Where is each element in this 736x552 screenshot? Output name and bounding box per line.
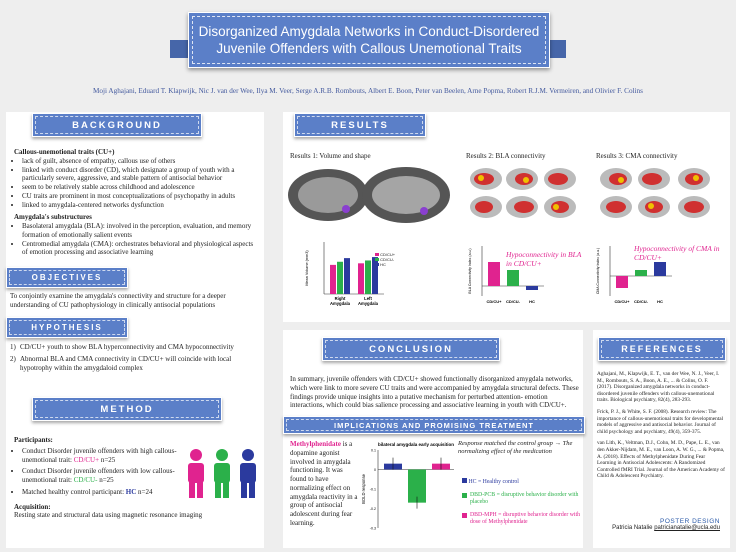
implications-header	[283, 416, 585, 434]
bar	[616, 276, 628, 288]
tick-label: CD/CU+	[486, 299, 502, 304]
designer-name: Patricia Natalie	[612, 525, 655, 531]
author-list: Moji Aghajani, Eduard T. Klapwijk, Nic J. van der Wee, Ilya M. Veer, Serge A.R.B. Rombouts, Albert E. Boon, Peter van Beelen, Arne Popma, Robert R.J.M. Vermeiren, and Olivier F. Colins	[93, 87, 643, 95]
y-axis-label: Mean Volume (mm3)	[305, 250, 309, 286]
drug-name: Methylphenidate	[290, 440, 341, 448]
bar	[654, 262, 666, 276]
tick-label: -0.1	[369, 487, 376, 492]
tick-label: -0.2	[369, 507, 376, 511]
references-header-text: REFERENCES	[621, 344, 703, 354]
conclusion-header-text: CONCLUSION	[369, 343, 453, 355]
background-section	[14, 148, 258, 257]
cu-plus-tag: CD/CU+	[73, 455, 100, 464]
legend-item: DBD-MPH = disruptive behavior disorder with dose of Methylphenidate	[462, 512, 582, 526]
list-item: 1) CD/CU+ youth to show BLA hyperconnectivity and CMA hypoconnectivity	[10, 343, 234, 351]
conclusion-header	[322, 337, 500, 361]
list-item: • seem to be relatively stable across childhood and adolescence	[22, 183, 258, 192]
amygdala-list	[14, 222, 258, 257]
bla-note: Hypoconnectivity in BLA in CD/CU+	[506, 250, 582, 268]
cma-connectivity-brain-image	[596, 163, 720, 233]
cu-heading: Callous-unemotional traits (CU+)	[14, 148, 115, 156]
mph-legend	[462, 478, 582, 526]
list-item: 2) Abnormal BLA and CMA connectivity in CD/CU+ will coincide with local hypotrophy within the amygdaloid complex	[10, 354, 232, 372]
results-1-title: Results 1: Volume and shape	[290, 152, 371, 160]
tick-label: -0.3	[369, 526, 376, 531]
tick-label: Amygdala	[357, 301, 379, 306]
designer-line	[600, 525, 720, 531]
participants-label: Participants:	[14, 436, 53, 444]
results-2-title: Results 2: BLA connectivity	[466, 152, 546, 160]
poster-design-credit	[600, 518, 720, 531]
tick-label: 0.1	[371, 448, 376, 453]
list-item: • Centromedial amygdala (CMA): orchestrates behavioral and physiological aspects of emotion processing and associative learning	[22, 240, 258, 258]
poster-title	[188, 12, 550, 68]
list-item: • Matched healthy control participant: HC n=24	[22, 488, 184, 497]
participants-list	[14, 447, 184, 497]
y-axis-label: BLA Connectivity Index (a.u.)	[468, 248, 472, 294]
hc-tag: HC	[125, 487, 137, 496]
mph-bold-response-chart	[360, 440, 460, 538]
design-label: POSTER DESIGN	[660, 518, 720, 525]
cu-list	[14, 157, 258, 210]
objectives-header	[6, 267, 128, 288]
hypothesis-list	[10, 343, 260, 372]
reference-item: van Lith, K., Veltman, D.J., Cohn, M. D., Pape, L. E., van den Akker-Nijdam, M. E., van Loon, A. W. G., ... & Popma, A. (2018). Effects of Methylphenidate During Fear Learning in Antisocial Adolescents: A Randomized Controlled fMRI Trial. Journal of the American Academy of Child & Adolescent Psychiatry.	[597, 440, 725, 480]
tick-label: CD/CU+	[614, 299, 630, 304]
list-item: • linked with conduct disorder (CD), which designate a group of youth with a particularly severe, aggressive, and stable pattern of antisocial behavior	[22, 166, 258, 184]
tick-label: HC	[657, 299, 663, 304]
tick-label: 0	[374, 468, 376, 472]
tick-label: HC	[529, 299, 535, 304]
bla-connectivity-brain-image	[466, 163, 586, 233]
bar	[337, 262, 343, 294]
list-item: • lack of guilt, absence of empathy, callous use of others	[22, 157, 258, 166]
legend-item: DBD-PCB = disruptive behavior disorder with placebo	[462, 492, 582, 506]
acquisition-label: Acquisition:	[14, 502, 51, 511]
y-axis-label: BOLD response	[361, 474, 366, 504]
title-line-1: Disorganized Amygdala Networks in Conduct-Disordered	[198, 24, 540, 39]
title-line-2: Juvenile Offenders with Callous Unemotional Traits	[216, 41, 522, 56]
objectives-header-text: OBJECTIVES	[31, 273, 103, 282]
person-icon-cu-minus	[214, 449, 230, 498]
background-header-text: BACKGROUND	[72, 119, 162, 131]
tick-label: CD/CU-	[634, 299, 648, 304]
cma-note: Hypoconnectivity of CMA in CD/CU+	[634, 244, 720, 262]
list-item: • linked to amygdala-centered networks dysfunction	[22, 201, 258, 210]
results-header	[294, 113, 426, 137]
list-item: • Conduct Disorder juvenile offenders with high callous-unemotional trait: CD/CU+ n=25	[22, 447, 184, 465]
acquisition-text: Resting state and structural data using magnetic resonance imaging	[14, 511, 203, 520]
legend-cu-minus: CD/CU-	[380, 257, 395, 262]
implications-text	[290, 440, 358, 528]
implications-header-text: IMPLICATIONS AND PROMISING TREATMENT	[333, 420, 535, 430]
y-axis-label: CMA Connectivity Index (a.u.)	[596, 247, 600, 295]
objectives-text: To conjointly examine the amygdala's connectivity and structure for a deeper understanding of CU pathophysiology in clinically antisocial populations	[10, 292, 226, 309]
bar	[507, 270, 519, 286]
list-item: • Conduct Disorder juvenile offenders with low callous-unemotional trait: CD/CU- n=25	[22, 467, 184, 485]
hypothesis-header	[6, 317, 128, 338]
results-3-title: Results 3: CMA connectivity	[596, 152, 678, 160]
hypothesis-header-text: HYPOTHESIS	[31, 323, 103, 332]
method-header	[32, 397, 222, 421]
participant-people-icon	[184, 448, 264, 500]
method-header-text: METHOD	[100, 403, 154, 415]
tick-label: Amygdala	[329, 301, 351, 306]
reference-item: Aghajani, M., Klapwijk, E. T., van der Wee, N. J., Veer, I. M., Rombouts, S. A., Boon, A. E., ... & Colins, O. F. (2017). Disorganized amygdala networks in conduct-disordered juvenile offenders with callous-unemotional traits. Biological psychiatry, 82(4), 283-293.	[597, 371, 720, 404]
bar	[488, 262, 500, 286]
bar	[344, 258, 350, 294]
legend-cu-plus: CD/CU+	[380, 252, 396, 257]
tick-label: Right	[334, 296, 346, 301]
designer-email-link[interactable]: patricianatalie@ucla.edu	[654, 525, 720, 531]
list-item: • CU traits are prominent in most conceptualizations of psychopathy in adults	[22, 192, 258, 201]
implications-body: is a dopamine agonist involved in amygdala functioning. It was found to have normalizing effect on amygdala reactivity in a group of antisocial adolescent during fear learning.	[290, 440, 358, 527]
bar	[526, 286, 538, 290]
person-icon-cu-plus	[188, 449, 204, 498]
reference-item: Frick, P. J., & White, S. F. (2008). Research review: The importance of callous-unemotional traits for developmental models of aggressive and antisocial behavior. Journal of child psychology and psychiatry, 49(4), 359-375.	[597, 408, 724, 435]
conclusion-text: In summary, juvenile offenders with CD/CU+ showed functionally disorganized amygdala networks, which were link to more severe CU traits and were accompanied by amygdala structural defects. These findings provide unique insights into a putative mechanism for perturbed attention- emotion interactions, which could bias salience processing and associative learning in youth with CD/CU+.	[290, 375, 579, 410]
legend-item: HC = Healthy control	[462, 478, 582, 486]
cu-minus-tag: CD/CU-	[73, 476, 98, 484]
person-icon-hc	[240, 449, 256, 498]
results-header-text: RESULTS	[331, 119, 389, 131]
tick-label: CD/CU-	[506, 299, 520, 304]
legend-hc: HC	[380, 262, 386, 267]
tick-label: Left	[364, 296, 372, 301]
bar	[635, 270, 647, 276]
bar	[358, 263, 364, 294]
bar	[330, 265, 336, 294]
volume-bar-chart	[302, 238, 402, 320]
references-header	[598, 337, 726, 361]
method-section	[14, 436, 203, 520]
bar	[365, 260, 371, 294]
volume-chart-legend	[375, 252, 395, 267]
references-list	[597, 371, 725, 480]
background-header	[32, 113, 202, 137]
mph-note: Response matched the control group → The normalizing effect of the medication	[458, 440, 573, 455]
brain-shape-image	[286, 163, 456, 233]
chart-title: bilateral amygdala early acquisition	[377, 442, 455, 447]
amygdala-heading: Amygdala's substructures	[14, 213, 92, 222]
list-item: • Basolateral amygdala (BLA): involved in the perception, evaluation, and memory formation of emotionally salient events	[22, 222, 258, 240]
